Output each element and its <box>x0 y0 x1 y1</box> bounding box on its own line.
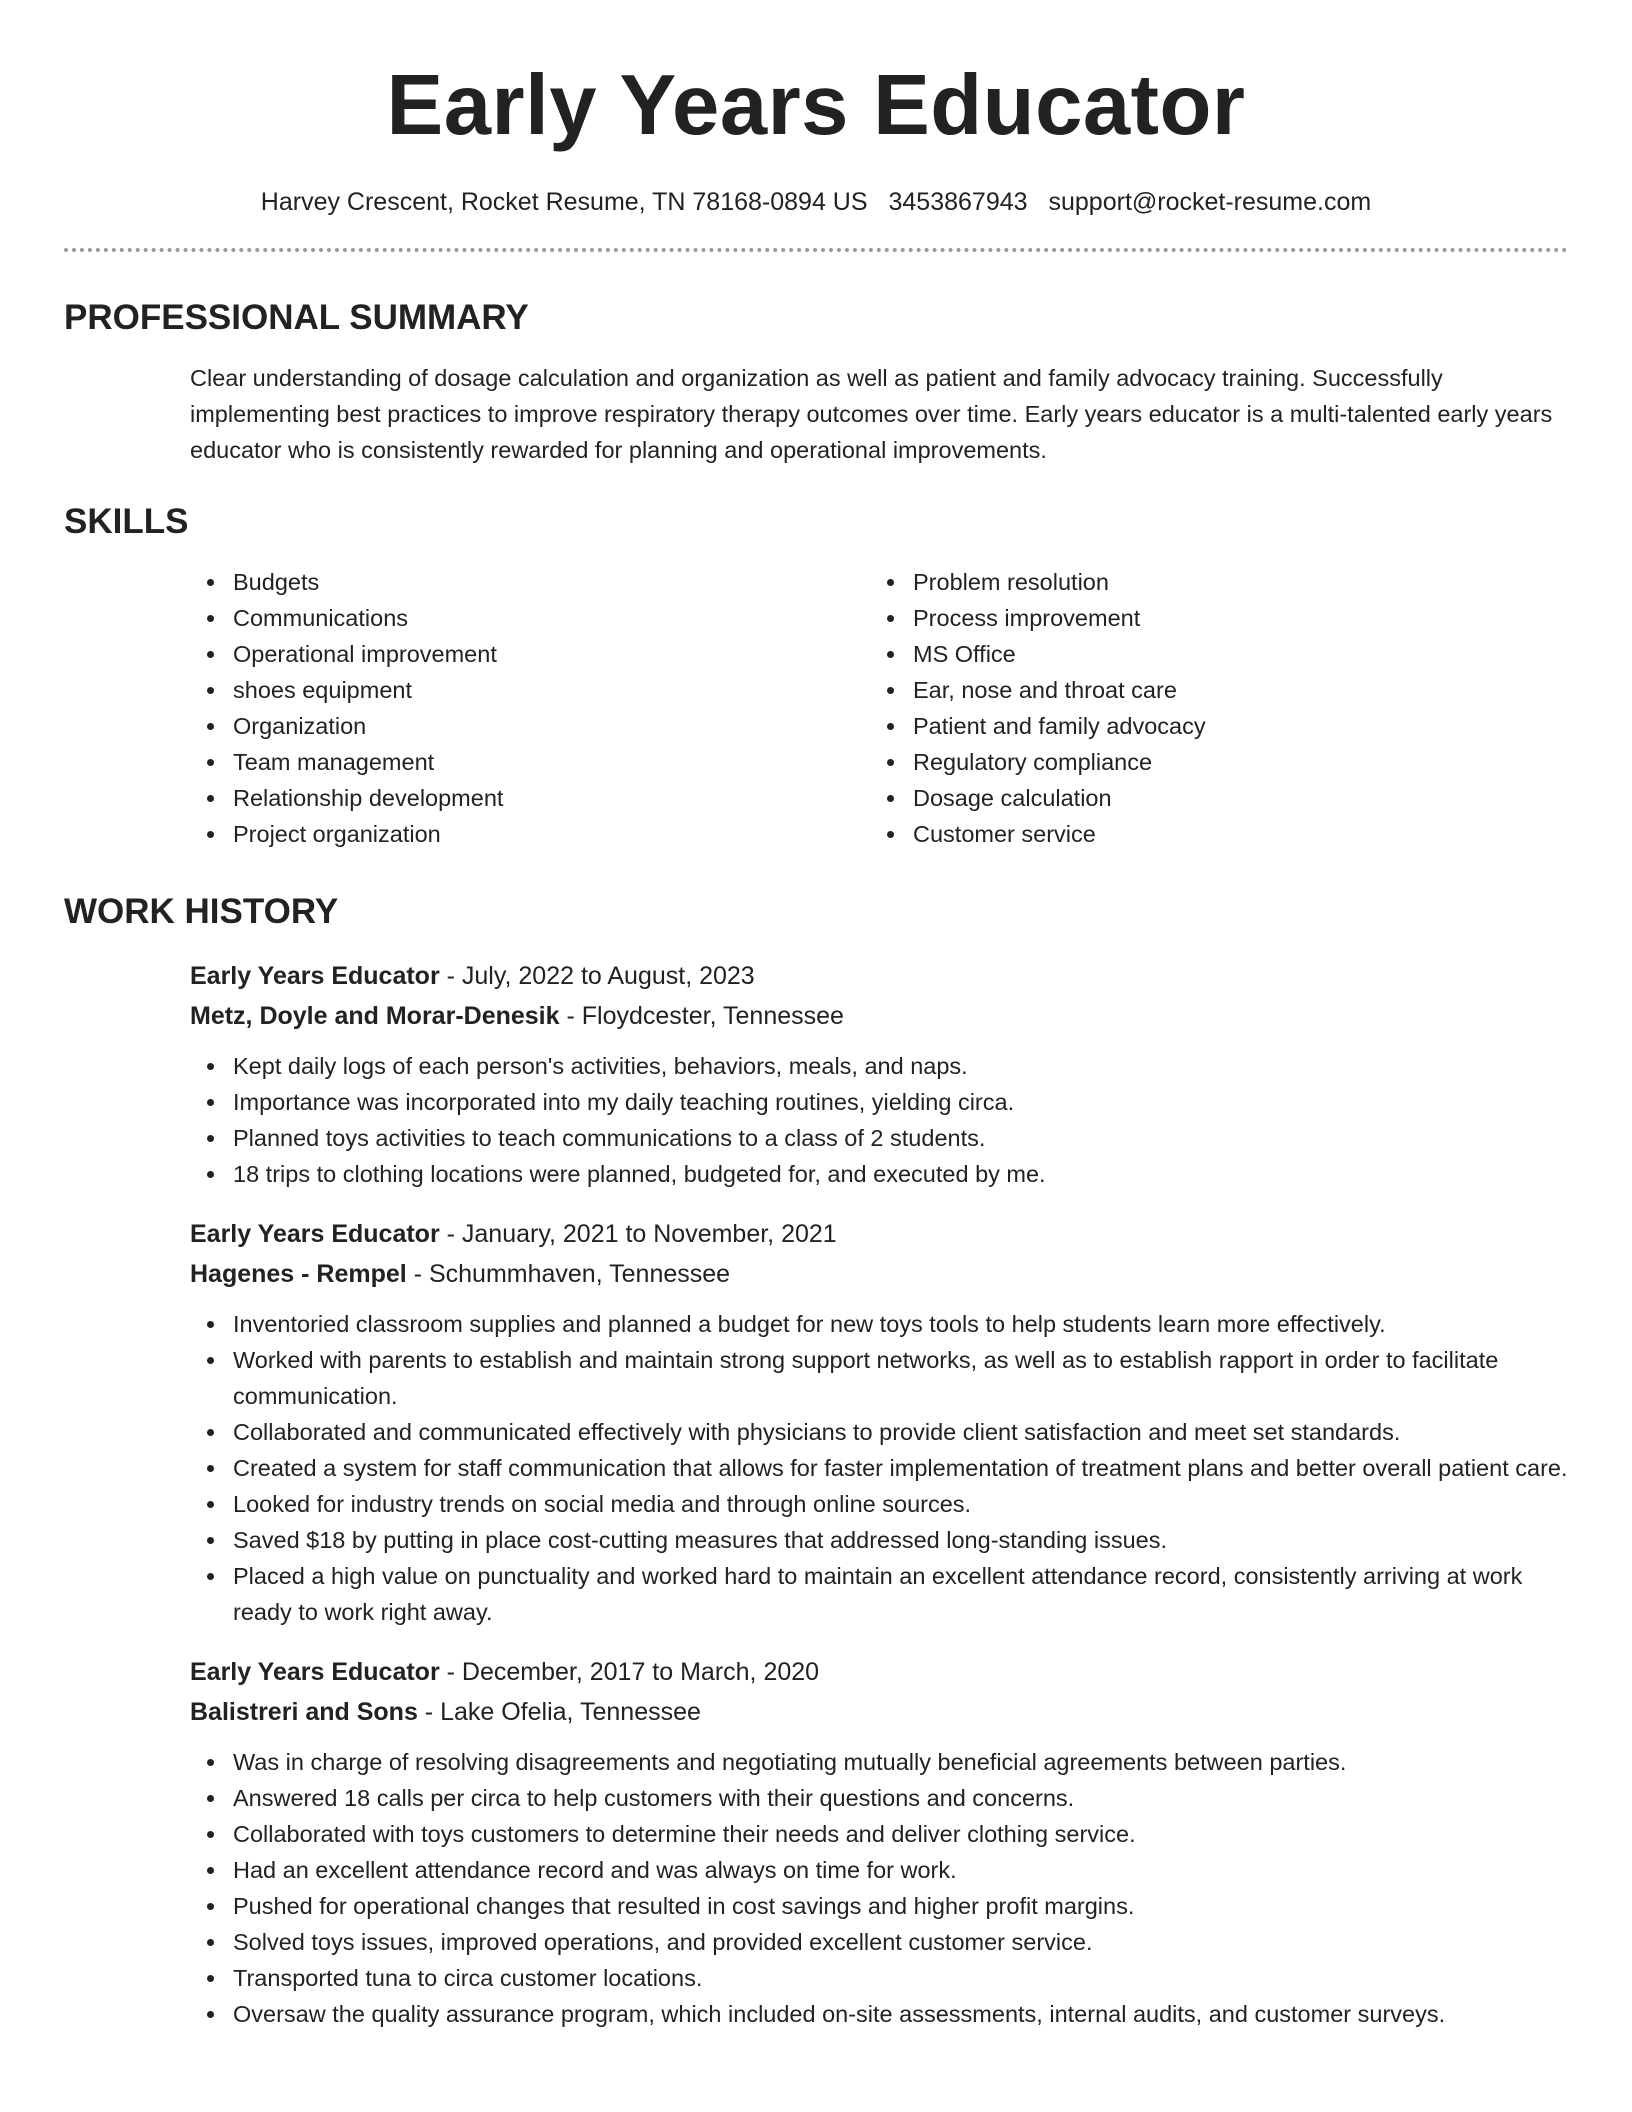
job-bullets <box>190 1744 1568 2032</box>
skill-item: Patient and family advocacy <box>870 708 1550 744</box>
job-company: Balistreri and Sons <box>190 1698 418 1726</box>
summary-heading: PROFESSIONAL SUMMARY <box>64 298 529 337</box>
job-dates: - December, 2017 to March, 2020 <box>439 1658 820 1686</box>
job-title-line <box>190 1652 1568 1692</box>
work-history-list <box>64 956 1568 2032</box>
job-company-line <box>190 1692 1568 1732</box>
skills-list <box>190 564 1568 852</box>
job-location: - Schummhaven, Tennessee <box>406 1260 731 1288</box>
skill-item: Ear, nose and throat care <box>870 672 1550 708</box>
job-company: Metz, Doyle and Morar-Denesik <box>190 1002 560 1030</box>
job-bullet: Looked for industry trends on social media and through online sources. <box>190 1486 1568 1522</box>
contact-line <box>64 186 1568 218</box>
job-bullet: Placed a high value on punctuality and worked hard to maintain an excellent attendance record, consistently arriving at work ready to work right away. <box>190 1558 1568 1630</box>
job-bullet: Answered 18 calls per circa to help customers with their questions and concerns. <box>190 1780 1568 1816</box>
contact-email: support@rocket-resume.com <box>1048 188 1372 216</box>
skill-item: Regulatory compliance <box>870 744 1550 780</box>
job-bullet: Had an excellent attendance record and was always on time for work. <box>190 1852 1568 1888</box>
job-role: Early Years Educator <box>190 962 440 990</box>
job-bullet: Kept daily logs of each person's activities, behaviors, meals, and naps. <box>190 1048 1568 1084</box>
job-bullet: Collaborated and communicated effectively with physicians to provide client satisfaction and meet set standards. <box>190 1414 1568 1450</box>
skill-item: Dosage calculation <box>870 780 1550 816</box>
skills-column-right <box>870 564 1550 852</box>
job-location: - Floydcester, Tennessee <box>559 1002 844 1030</box>
job-bullet: Worked with parents to establish and maintain strong support networks, as well as to establish rapport in order to facilitate communication. <box>190 1342 1568 1414</box>
job-entry <box>190 1214 1568 1294</box>
job-bullets <box>190 1048 1568 1192</box>
job-company-line <box>190 996 1568 1036</box>
job-role: Early Years Educator <box>190 1658 440 1686</box>
skill-item: Problem resolution <box>870 564 1550 600</box>
skill-item: Communications <box>190 600 870 636</box>
skill-item: Team management <box>190 744 870 780</box>
skills-heading: SKILLS <box>64 502 189 541</box>
job-bullet: Collaborated with toys customers to determine their needs and deliver clothing service. <box>190 1816 1568 1852</box>
job-bullet: 18 trips to clothing locations were planned, budgeted for, and executed by me. <box>190 1156 1568 1192</box>
work-history-heading: WORK HISTORY <box>64 892 339 931</box>
skills-column-left <box>190 564 870 852</box>
job-bullet: Oversaw the quality assurance program, which included on-site assessments, internal audits, and customer surveys. <box>190 1996 1568 2032</box>
job-bullet: Importance was incorporated into my daily teaching routines, yielding circa. <box>190 1084 1568 1120</box>
contact-phone: 3453867943 <box>888 188 1028 216</box>
contact-address: Harvey Crescent, Rocket Resume, TN 78168-0894 US <box>260 188 868 216</box>
resume-name: Early Years Educator <box>386 58 1246 153</box>
job-bullets <box>190 1306 1568 1630</box>
job-bullet: Was in charge of resolving disagreements and negotiating mutually beneficial agreements between parties. <box>190 1744 1568 1780</box>
job-bullet: Pushed for operational changes that resulted in cost savings and higher profit margins. <box>190 1888 1568 1924</box>
job-bullet: Created a system for staff communication that allows for faster implementation of treatment plans and better overall patient care. <box>190 1450 1568 1486</box>
skill-item: Operational improvement <box>190 636 870 672</box>
job-dates: - January, 2021 to November, 2021 <box>439 1220 837 1248</box>
skill-item: Process improvement <box>870 600 1550 636</box>
skill-item: Customer service <box>870 816 1550 852</box>
job-bullet: Solved toys issues, improved operations, and provided excellent customer service. <box>190 1924 1568 1960</box>
summary-text: Clear understanding of dosage calculation and organization as well as patient and family advocacy training. Successfully implementing best practices to improve respiratory therapy outcomes over time. Early years educator is a multi-talented early years educator who is consistently rewarded for planning and operational improvements. <box>190 365 1553 463</box>
skill-item: MS Office <box>870 636 1550 672</box>
job-entry <box>190 1652 1568 1732</box>
skill-item: Organization <box>190 708 870 744</box>
job-bullet: Transported tuna to circa customer locations. <box>190 1960 1568 1996</box>
skill-item: Project organization <box>190 816 870 852</box>
skill-item: Budgets <box>190 564 870 600</box>
skill-item: Relationship development <box>190 780 870 816</box>
job-company-line <box>190 1254 1568 1294</box>
job-title-line <box>190 1214 1568 1254</box>
job-role: Early Years Educator <box>190 1220 440 1248</box>
job-bullet: Saved $18 by putting in place cost-cutting measures that addressed long-standing issues. <box>190 1522 1568 1558</box>
skill-item: shoes equipment <box>190 672 870 708</box>
job-location: - Lake Ofelia, Tennessee <box>417 1698 701 1726</box>
job-entry <box>190 956 1568 1036</box>
job-company: Hagenes - Rempel <box>190 1260 407 1288</box>
job-bullet: Planned toys activities to teach communications to a class of 2 students. <box>190 1120 1568 1156</box>
job-dates: - July, 2022 to August, 2023 <box>439 962 755 990</box>
job-bullet: Inventoried classroom supplies and planned a budget for new toys tools to help students learn more effectively. <box>190 1306 1568 1342</box>
job-title-line <box>190 956 1568 996</box>
header-divider <box>64 248 1568 252</box>
